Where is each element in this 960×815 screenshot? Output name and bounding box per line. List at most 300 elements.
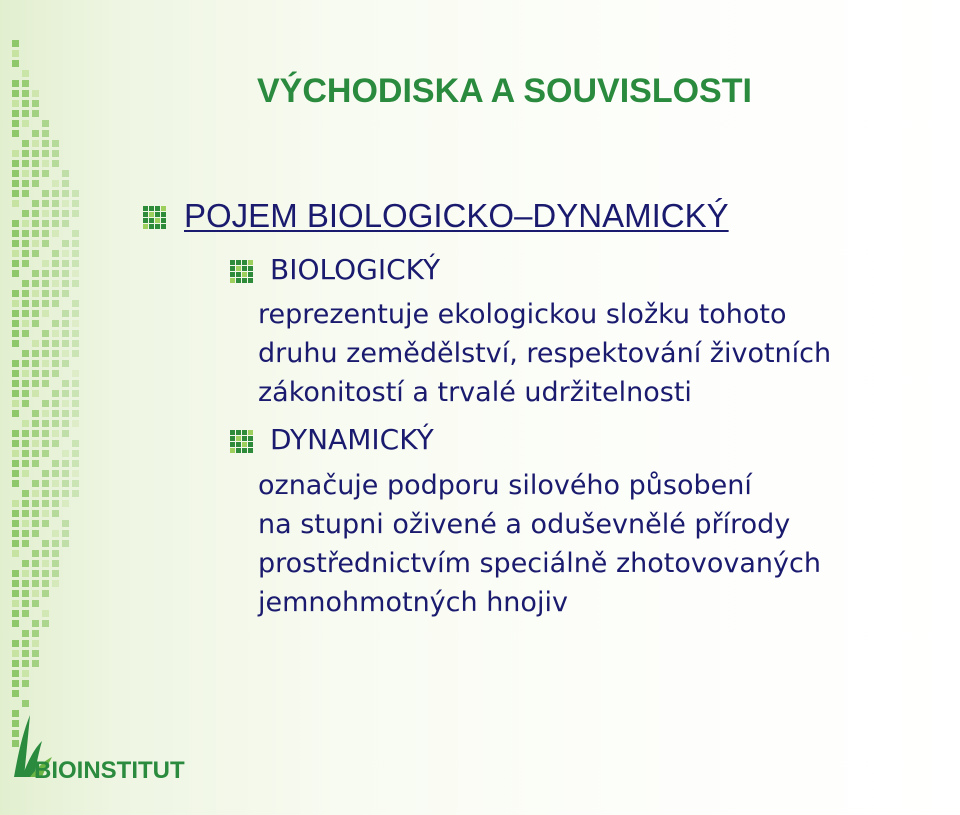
grid-square <box>32 510 39 517</box>
grid-square <box>32 210 39 217</box>
grid-square <box>12 610 19 617</box>
grid-square <box>42 580 49 587</box>
grid-square <box>32 180 39 187</box>
grid-square <box>12 120 19 127</box>
grid-square <box>72 300 79 307</box>
grid-square <box>52 180 59 187</box>
grid-square <box>62 210 69 217</box>
grid-square <box>12 520 19 527</box>
grid-square <box>12 40 19 47</box>
grid-square <box>42 610 49 617</box>
grid-square <box>12 380 19 387</box>
grid-square <box>42 240 49 247</box>
grid-square <box>12 540 19 547</box>
grid-square <box>22 90 29 97</box>
grid-square <box>12 440 19 447</box>
grid-square <box>12 360 19 367</box>
grid-square <box>52 420 59 427</box>
grid-square <box>22 290 29 297</box>
grid-square <box>22 370 29 377</box>
grid-square <box>32 320 39 327</box>
grid-square <box>42 510 49 517</box>
grid-square <box>32 480 39 487</box>
grid-square <box>52 140 59 147</box>
grid-square <box>72 410 79 417</box>
grid-square <box>22 440 29 447</box>
grid-square <box>42 400 49 407</box>
grid-square <box>52 390 59 397</box>
grid-square <box>42 280 49 287</box>
grid-square <box>22 670 29 677</box>
grid-square <box>72 210 79 217</box>
grid-square <box>32 310 39 317</box>
grid-square <box>22 260 29 267</box>
grid-square <box>62 470 69 477</box>
grid-square <box>12 620 19 627</box>
grid-square <box>62 170 69 177</box>
grid-square <box>72 370 79 377</box>
grid-square <box>42 230 49 237</box>
grid-square <box>12 590 19 597</box>
grid-square <box>42 620 49 627</box>
grid-square <box>32 640 39 647</box>
grid-square <box>32 280 39 287</box>
grid-square <box>12 500 19 507</box>
grid-square <box>42 270 49 277</box>
grid-square <box>62 340 69 347</box>
grid-square <box>12 270 19 277</box>
grid-square <box>72 450 79 457</box>
grid-square <box>12 310 19 317</box>
grid-square <box>32 420 39 427</box>
grid-square <box>42 120 49 127</box>
grid-square <box>62 450 69 457</box>
grid-square <box>22 680 29 687</box>
grid-square <box>72 240 79 247</box>
grid-square <box>32 590 39 597</box>
grid-square <box>22 310 29 317</box>
grid-square <box>22 230 29 237</box>
section-heading-biologicky: BIOLOGICKÝ <box>270 253 441 286</box>
grid-square <box>22 240 29 247</box>
grid-square <box>62 520 69 527</box>
grid-square <box>22 470 29 477</box>
grid-square <box>22 510 29 517</box>
grid-square <box>12 320 19 327</box>
grid-square <box>42 260 49 267</box>
grid-square <box>42 380 49 387</box>
section-text-biologicky <box>258 295 831 412</box>
grid-square <box>12 410 19 417</box>
grid-square <box>42 560 49 567</box>
grid-square <box>52 370 59 377</box>
grid-square <box>72 420 79 427</box>
grid-square <box>62 360 69 367</box>
grid-square <box>22 650 29 657</box>
grid-square <box>32 500 39 507</box>
grid-square <box>52 230 59 237</box>
grid-square <box>12 110 19 117</box>
text-line: druhu zemědělství, respektování životních <box>258 338 832 369</box>
grid-square <box>72 330 79 337</box>
grid-square <box>42 210 49 217</box>
grid-square <box>42 430 49 437</box>
grid-square <box>52 480 59 487</box>
grid-square <box>72 440 79 447</box>
grid-square <box>32 340 39 347</box>
grid-square <box>62 420 69 427</box>
grid-square <box>62 390 69 397</box>
grid-square <box>22 580 29 587</box>
grid-square <box>42 480 49 487</box>
grid-square <box>12 170 19 177</box>
grid-square <box>22 420 29 427</box>
grid-square <box>52 540 59 547</box>
grid-square <box>32 290 39 297</box>
grid-square <box>32 620 39 627</box>
grid-square <box>62 260 69 267</box>
grid-square <box>22 610 29 617</box>
grid-square <box>52 560 59 567</box>
grid-square <box>12 510 19 517</box>
grid-square <box>42 140 49 147</box>
grid-square <box>22 560 29 567</box>
grid-square <box>22 390 29 397</box>
grid-square <box>22 400 29 407</box>
grid-square <box>32 570 39 577</box>
grid-square <box>42 410 49 417</box>
grid-square <box>52 350 59 357</box>
grid-square <box>72 280 79 287</box>
grid-square <box>22 640 29 647</box>
grid-square <box>42 130 49 137</box>
grid-square <box>32 410 39 417</box>
grid-square <box>22 360 29 367</box>
grid-square <box>22 110 29 117</box>
grid-square <box>12 670 19 677</box>
grid-square <box>62 530 69 537</box>
grid-square <box>42 490 49 497</box>
grid-square <box>52 210 59 217</box>
grid-square <box>22 330 29 337</box>
grid-square <box>72 390 79 397</box>
grid-square <box>32 100 39 107</box>
grid-square <box>62 280 69 287</box>
grid-square <box>62 190 69 197</box>
grid-square <box>32 220 39 227</box>
grid-square <box>32 170 39 177</box>
grid-square <box>52 430 59 437</box>
grid-square <box>22 220 29 227</box>
grid-square <box>32 560 39 567</box>
grid-square <box>12 460 19 467</box>
grid-square <box>32 380 39 387</box>
grid-square <box>52 330 59 337</box>
grid-square <box>22 70 29 77</box>
grid-square <box>62 240 69 247</box>
grid-square <box>72 380 79 387</box>
grid-square <box>62 310 69 317</box>
grid-square <box>32 230 39 237</box>
text-line: zákonitostí a trvalé udržitelnosti <box>258 377 692 408</box>
grid-square <box>52 570 59 577</box>
grid-bullet-icon <box>230 430 254 454</box>
grid-square <box>42 300 49 307</box>
grid-square <box>12 370 19 377</box>
grid-square <box>72 260 79 267</box>
grid-square <box>52 260 59 267</box>
grid-square <box>62 290 69 297</box>
section-text-dynamicky <box>258 466 821 622</box>
grid-square <box>12 340 19 347</box>
grid-square <box>32 270 39 277</box>
grid-square <box>42 310 49 317</box>
grid-square <box>62 270 69 277</box>
grid-square <box>22 540 29 547</box>
main-point: POJEM BIOLOGICKO–DYNAMICKÝ <box>184 197 729 234</box>
grid-square <box>72 340 79 347</box>
grid-square <box>12 450 19 457</box>
logo-text: BIOINSTITUT <box>34 757 185 784</box>
grid-bullet-icon <box>143 206 167 230</box>
grid-square <box>42 190 49 197</box>
grid-square <box>12 200 19 207</box>
grid-square <box>42 200 49 207</box>
grid-square <box>32 490 39 497</box>
grid-square <box>52 470 59 477</box>
grid-square <box>22 180 29 187</box>
grid-square <box>42 170 49 177</box>
grid-square <box>32 520 39 527</box>
grid-square <box>12 600 19 607</box>
grid-square <box>12 100 19 107</box>
grid-square <box>42 330 49 337</box>
grid-square <box>12 240 19 247</box>
grid-square <box>12 50 19 57</box>
grid-square <box>12 90 19 97</box>
grid-square <box>32 430 39 437</box>
grid-square <box>62 410 69 417</box>
grid-square <box>42 500 49 507</box>
grid-square <box>52 550 59 557</box>
grid-square <box>42 420 49 427</box>
grid-square <box>22 590 29 597</box>
grid-square <box>42 570 49 577</box>
grid-square <box>62 200 69 207</box>
grid-square <box>22 250 29 257</box>
grid-square <box>62 480 69 487</box>
grid-square <box>12 660 19 667</box>
grid-square <box>32 600 39 607</box>
grid-square <box>22 380 29 387</box>
grid-square <box>62 320 69 327</box>
grid-square <box>52 190 59 197</box>
grid-square <box>52 400 59 407</box>
grid-square <box>32 650 39 657</box>
grid-square <box>72 250 79 257</box>
grid-square <box>42 370 49 377</box>
grid-square <box>62 380 69 387</box>
grid-square <box>72 310 79 317</box>
grid-square <box>72 460 79 467</box>
grid-square <box>42 440 49 447</box>
grid-square <box>32 130 39 137</box>
grid-square <box>12 390 19 397</box>
grid-square <box>52 150 59 157</box>
grid-square <box>12 640 19 647</box>
grid-square <box>32 550 39 557</box>
text-line: jemnohmotných hnojiv <box>258 587 568 618</box>
grid-square <box>32 460 39 467</box>
grid-square <box>22 530 29 537</box>
grid-square <box>72 270 79 277</box>
grid-square <box>12 530 19 537</box>
grid-square <box>52 160 59 167</box>
grid-square <box>52 280 59 287</box>
grid-square <box>52 340 59 347</box>
grid-square <box>72 400 79 407</box>
grid-square <box>32 660 39 667</box>
grid-square <box>62 350 69 357</box>
grid-square <box>22 350 29 357</box>
grid-square <box>32 110 39 117</box>
grid-square <box>22 500 29 507</box>
grid-square <box>22 80 29 87</box>
grid-square <box>52 220 59 227</box>
grid-square <box>12 480 19 487</box>
grid-square <box>32 140 39 147</box>
grid-square <box>52 440 59 447</box>
grid-square <box>62 490 69 497</box>
grid-bullet-icon <box>230 260 254 284</box>
grid-square <box>42 520 49 527</box>
grid-square <box>32 350 39 357</box>
grid-square <box>32 300 39 307</box>
grid-square <box>12 60 19 67</box>
grid-square <box>32 390 39 397</box>
grid-square <box>12 230 19 237</box>
grid-square <box>52 360 59 367</box>
grid-square <box>12 130 19 137</box>
grid-square <box>22 490 29 497</box>
grid-square <box>52 290 59 297</box>
decorative-grid-pattern <box>0 0 90 815</box>
slide-title: VÝCHODISKA A SOUVISLOSTI <box>257 72 752 110</box>
grid-square <box>22 150 29 157</box>
grid-square <box>62 400 69 407</box>
grid-square <box>62 500 69 507</box>
section-heading-dynamicky: DYNAMICKÝ <box>270 423 434 456</box>
grid-square <box>22 430 29 437</box>
grid-square <box>72 480 79 487</box>
grid-square <box>42 550 49 557</box>
grid-square <box>52 250 59 257</box>
grid-square <box>22 450 29 457</box>
grid-square <box>22 660 29 667</box>
grid-square <box>72 230 79 237</box>
grid-square <box>12 400 19 407</box>
grid-square <box>32 450 39 457</box>
grid-square <box>72 470 79 477</box>
grid-square <box>12 150 19 157</box>
grid-square <box>12 290 19 297</box>
grid-square <box>22 460 29 467</box>
grid-square <box>12 190 19 197</box>
text-line: reprezentuje ekologickou složku tohoto <box>258 299 787 330</box>
grid-square <box>32 160 39 167</box>
grid-square <box>22 300 29 307</box>
grid-square <box>42 470 49 477</box>
grid-square <box>12 180 19 187</box>
text-line: označuje podporu silového působení <box>258 470 752 501</box>
grid-square <box>12 680 19 687</box>
grid-square <box>52 320 59 327</box>
grid-square <box>22 170 29 177</box>
grid-square <box>42 220 49 227</box>
grid-square <box>42 360 49 367</box>
grid-square <box>12 550 19 557</box>
grid-square <box>32 530 39 537</box>
grid-square <box>22 190 29 197</box>
grid-square <box>32 440 39 447</box>
grid-square <box>42 350 49 357</box>
grid-square <box>12 300 19 307</box>
text-line: prostřednictvím speciálně zhotovovaných <box>258 548 821 579</box>
grid-square <box>52 300 59 307</box>
grid-square <box>22 280 29 287</box>
grid-square <box>32 250 39 257</box>
grid-square <box>22 210 29 217</box>
grid-square <box>12 470 19 477</box>
grid-square <box>22 320 29 327</box>
grid-square <box>62 540 69 547</box>
grid-square <box>62 460 69 467</box>
grid-square <box>62 430 69 437</box>
grid-square <box>12 580 19 587</box>
grid-square <box>52 490 59 497</box>
grid-square <box>32 630 39 637</box>
grid-square <box>22 140 29 147</box>
grid-square <box>42 540 49 547</box>
grid-square <box>12 570 19 577</box>
grid-square <box>42 450 49 457</box>
grid-square <box>72 320 79 327</box>
grid-square <box>62 220 69 227</box>
grid-square <box>12 650 19 657</box>
grid-square <box>62 180 69 187</box>
grid-square <box>32 580 39 587</box>
grid-square <box>22 120 29 127</box>
grid-square <box>32 200 39 207</box>
grid-square <box>42 150 49 157</box>
grid-square <box>12 260 19 267</box>
grid-square <box>22 630 29 637</box>
grid-square <box>42 340 49 347</box>
grid-square <box>42 590 49 597</box>
grid-square <box>42 290 49 297</box>
grid-square <box>72 200 79 207</box>
grid-square <box>12 690 19 697</box>
grid-square <box>52 530 59 537</box>
grid-square <box>32 370 39 377</box>
grid-square <box>32 360 39 367</box>
grid-square <box>52 200 59 207</box>
grid-square <box>52 460 59 467</box>
grid-square <box>12 430 19 437</box>
grid-square <box>62 250 69 257</box>
grid-square <box>72 190 79 197</box>
grid-square <box>42 160 49 167</box>
